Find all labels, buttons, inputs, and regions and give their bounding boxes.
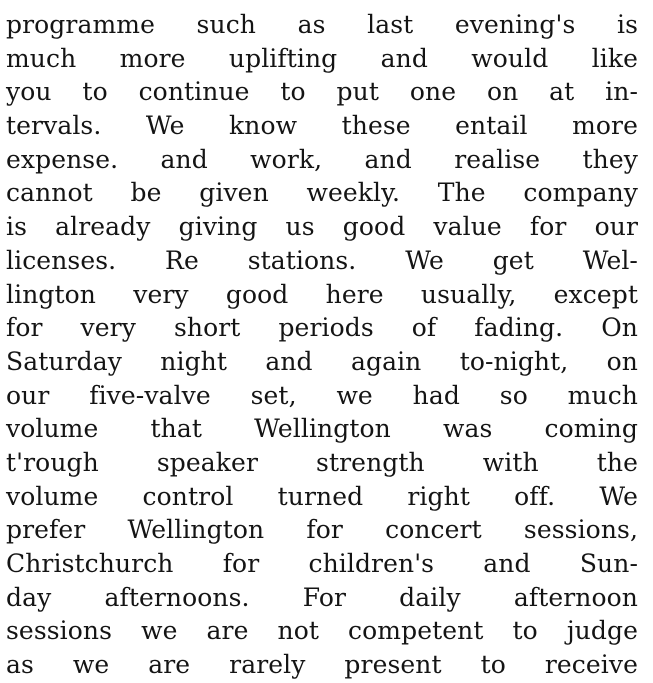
text-line: programme such as last evening's is <box>6 10 638 39</box>
text-line: t'rough speaker strength with the <box>6 447 638 477</box>
text-line: you to continue to put one on at in- <box>6 77 638 107</box>
text-line: for very short periods of fading. On <box>6 313 638 343</box>
text-line: our five-valve set, we had so much <box>6 380 638 410</box>
text-line: sessions we are not competent to judge <box>6 616 638 646</box>
text-line: Saturday night and again to-night, on <box>6 346 638 376</box>
text-line: cannot be given weekly. The company <box>6 178 638 208</box>
text-line: expense. and work, and realise they <box>6 144 638 174</box>
text-line: day afternoons. For daily afternoon <box>6 582 638 612</box>
text-line: volume that Wellington was coming <box>6 414 638 444</box>
article-column <box>6 8 638 682</box>
text-line: licenses. Re stations. We get Wel- <box>6 245 638 275</box>
text-line: volume control turned right off. We <box>6 481 638 511</box>
text-line: Christchurch for children's and Sun- <box>6 549 638 578</box>
text-line: is already giving us good value for our <box>6 212 638 242</box>
text-line: lington very good here usually, except <box>6 279 638 309</box>
text-line: tervals. We know these entail more <box>6 111 638 141</box>
text-line: much more uplifting and would like <box>6 43 638 73</box>
text-line: as we are rarely present to receive <box>6 650 638 680</box>
text-line: prefer Wellington for concert sessions, <box>6 515 638 545</box>
